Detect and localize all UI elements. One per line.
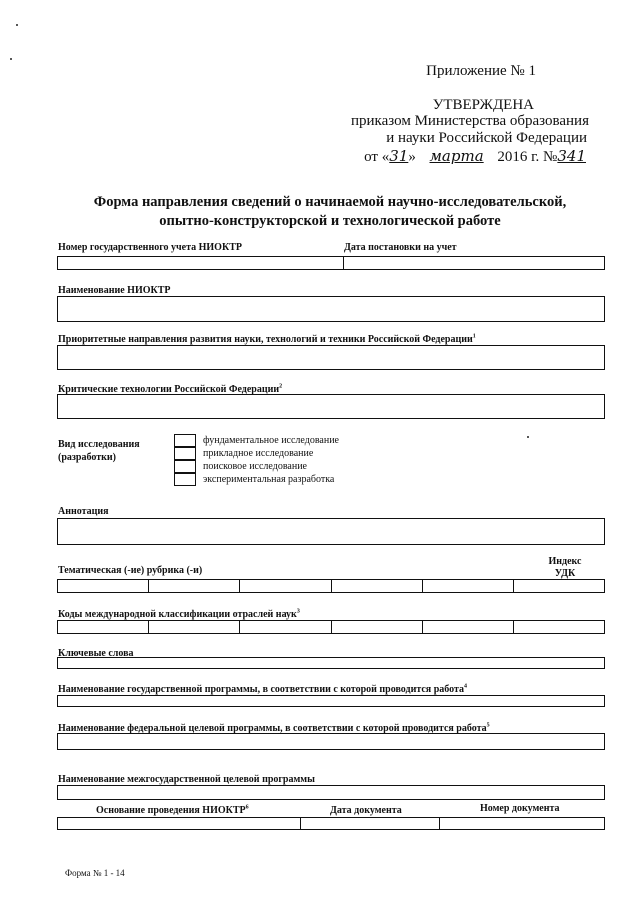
keywords-label: Ключевые слова [58, 648, 134, 659]
priority-directions-field[interactable] [57, 345, 605, 370]
critical-technologies-label: Критические технологии Российской Федерации$^2$ [58, 383, 283, 395]
thematic-rubric-cell[interactable] [58, 580, 149, 592]
footnote-marker: 6 [245, 804, 249, 811]
document-date-field[interactable] [300, 817, 440, 830]
state-program-field[interactable] [57, 695, 605, 707]
order-line-1: приказом Министерства образования [351, 113, 589, 129]
option-experimental: экспериментальная разработка [203, 474, 335, 485]
footnote-marker: 2 [279, 383, 283, 390]
federal-program-field[interactable] [57, 733, 605, 750]
niokr-name-field[interactable] [57, 296, 605, 322]
federal-program-label: Наименование федеральной целевой программы, в соответствии с которой проводится работа$^5$ [58, 722, 490, 734]
thematic-rubric-cell[interactable] [423, 580, 514, 592]
research-type-label-1: Вид исследования [58, 439, 140, 450]
option-fundamental: фундаментальное исследование [203, 435, 339, 446]
intl-code-cell[interactable] [240, 621, 331, 633]
annotation-label: Аннотация [58, 506, 109, 517]
checkbox-fundamental[interactable] [174, 434, 196, 447]
interstate-program-field[interactable] [57, 785, 605, 800]
order-month: марта [429, 147, 484, 165]
option-applied: прикладное исследование [203, 448, 314, 459]
state-program-label: Наименование государственной программы, в соответствии с которой проводится работа$^4$ [58, 683, 468, 695]
order-date-line [300, 148, 586, 166]
scan-speck [16, 24, 18, 26]
form-number: Форма № 1 - 14 [65, 868, 125, 878]
intl-code-cell[interactable] [332, 621, 423, 633]
thematic-rubric-cell[interactable] [332, 580, 423, 592]
checkbox-applied[interactable] [174, 447, 196, 460]
form-title-line-1: Форма направления сведений о начинаемой научно-исследовательской, [93, 194, 567, 210]
basis-label: Основание проведения НИОКТР$^6$ [96, 804, 249, 816]
registration-number-label: Номер государственного учета НИОКТР [58, 242, 242, 253]
udc-cell[interactable] [514, 580, 604, 592]
registration-date-label: Дата постановки на учет [344, 242, 457, 253]
research-type-label-2: (разработки) [58, 452, 116, 463]
order-line-2: и науки Российской Федерации [386, 130, 587, 146]
interstate-program-label: Наименование межгосударственной целевой программы [58, 774, 315, 785]
critical-technologies-field[interactable] [57, 394, 605, 419]
approved-label: УТВЕРЖДЕНА [432, 97, 534, 113]
intl-code-cell[interactable] [423, 621, 514, 633]
order-number: 341 [557, 147, 586, 165]
scan-speck [527, 436, 529, 438]
order-year: 2016 г. № [497, 149, 558, 165]
priority-directions-label: Приоритетные направления развития науки, технологий и техники Российской Федерации$^1$ [58, 333, 476, 345]
registration-number-field[interactable] [57, 256, 344, 270]
annotation-field[interactable] [57, 518, 605, 545]
footnote-marker: 3 [296, 608, 300, 615]
thematic-rubric-label: Тематическая (-ие) рубрика (-и) [58, 565, 203, 576]
niokr-name-label: Наименование НИОКТР [58, 285, 171, 296]
intl-codes-grid [57, 620, 605, 634]
basis-field[interactable] [57, 817, 301, 830]
intl-codes-label: Коды международной классификации отраслей наук$^3$ [58, 608, 300, 620]
date-prefix: от « [364, 149, 390, 165]
udc-label-2: УДК [554, 568, 576, 579]
order-day: 31 [389, 147, 409, 165]
footnote-marker: 1 [472, 333, 476, 340]
thematic-rubric-cell[interactable] [149, 580, 240, 592]
intl-code-cell[interactable] [149, 621, 240, 633]
date-close: » [408, 149, 416, 165]
intl-code-cell[interactable] [58, 621, 149, 633]
footnote-marker: 4 [464, 683, 468, 690]
thematic-rubric-cell[interactable] [240, 580, 331, 592]
scan-speck [10, 58, 12, 60]
checkbox-experimental[interactable] [174, 473, 196, 486]
document-number-label: Номер документа [480, 803, 560, 814]
thematic-rubric-grid [57, 579, 605, 593]
checkbox-exploratory[interactable] [174, 460, 196, 473]
udc-label-1: Индекс [548, 556, 582, 567]
form-title-line-2: опытно-конструкторской и технологической работе [159, 213, 501, 229]
keywords-field[interactable] [57, 657, 605, 669]
registration-date-field[interactable] [343, 256, 605, 270]
option-exploratory: поисковое исследование [203, 461, 307, 472]
document-number-field[interactable] [439, 817, 605, 830]
intl-code-cell[interactable] [514, 621, 604, 633]
appendix-label: Приложение № 1 [426, 63, 536, 79]
footnote-marker: 5 [486, 722, 490, 729]
document-date-label: Дата документа [330, 805, 402, 816]
